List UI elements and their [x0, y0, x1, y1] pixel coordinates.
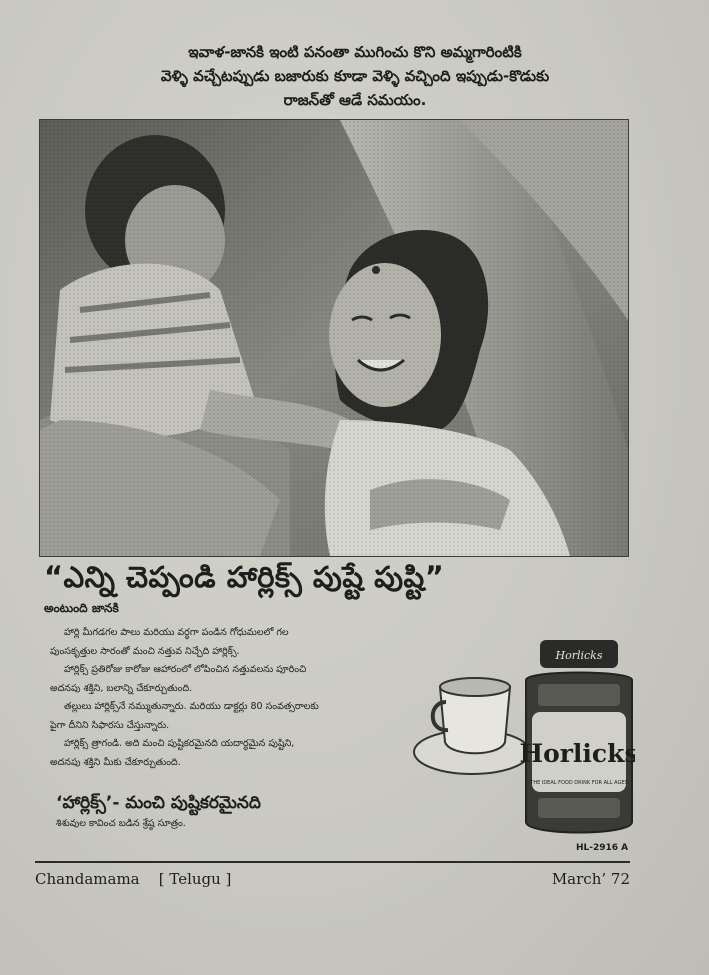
credit-line: శిశువుల కావించ బడిన శ్రేష్ఠ సూత్రం.: [56, 818, 186, 829]
body-line: హార్లిక్స్ ప్రతిరోజు కారోజు ఆహారంలో లోపించిన నత్తువలను పూరించి: [64, 664, 307, 675]
intro-line-3: రాజన్‌తో ఆడే సమయం.: [283, 91, 427, 109]
slogan: ‘హార్లిక్స్’- మంచి పుష్టికరమైనది: [56, 793, 261, 813]
jar-tagline-text: THE IDEAL FOOD DRINK FOR ALL AGES: [530, 780, 628, 786]
body-line: అదనపు శక్తిని మీకు చేకూర్చుతుంది.: [50, 756, 181, 768]
intro-line-1: ఇవాళ-జానకి ఇంటి పనంతా ముగించు కొని అమ్మగారింటికి: [188, 43, 522, 61]
footer-publication: [35, 870, 231, 888]
photo-illustration: [40, 120, 628, 556]
intro-text: [40, 40, 670, 112]
headline: “ఎన్ని చెప్పండి హార్లిక్స్ పుష్టే పుష్టి”: [44, 560, 445, 594]
body-line: అదనపు శక్తిని, బలాన్ని చేకూర్చుతుంది.: [50, 682, 193, 694]
mother-child-photo: [39, 119, 629, 557]
body-line: తల్లులు హార్లిక్స్‌నే నమ్ముతున్నారు. మరియు డాక్టర్లు 80 సంవత్సరాలకు: [64, 701, 319, 712]
intro-line-2: వెళ్ళి వచ్చేటప్పుడు బజారుకు కూడా వెళ్ళి వచ్చింది ఇప్పుడు-కొడుకు: [160, 67, 550, 85]
product-illustration: [410, 632, 635, 842]
body-line: పుంసకృత్తుల సారంతో మంచి నత్తువ నిచ్చేది హార్లిక్స్.: [50, 645, 240, 657]
ad-code: HL-2916 A: [576, 843, 629, 853]
horlicks-jar-and-cup: [410, 632, 635, 842]
subheadline: అంటుంది జానకి: [44, 601, 119, 615]
jar-brand-text: Horlicks: [519, 739, 635, 768]
lid-brand-text: Horlicks: [555, 649, 603, 662]
body-copy: [50, 624, 430, 772]
publication-edition: [ Telugu ]: [158, 870, 232, 888]
body-line: హార్లిక్స్ త్రాగండి. అది మంచి పుష్టికరమైనది యదార్థమైన పుష్టిని,: [64, 738, 295, 749]
body-line: పైగా దీనిని సిఫారసు చేస్తున్నారు.: [50, 719, 170, 731]
footer-rule: [35, 861, 630, 863]
publication-name: Chandamama: [35, 870, 140, 888]
body-line: హార్లి మీగడగల పాలు మరియు వర్ధగా పండిన గోధుమలలో గల: [64, 627, 289, 638]
issue-date: March’ 72: [551, 870, 630, 888]
